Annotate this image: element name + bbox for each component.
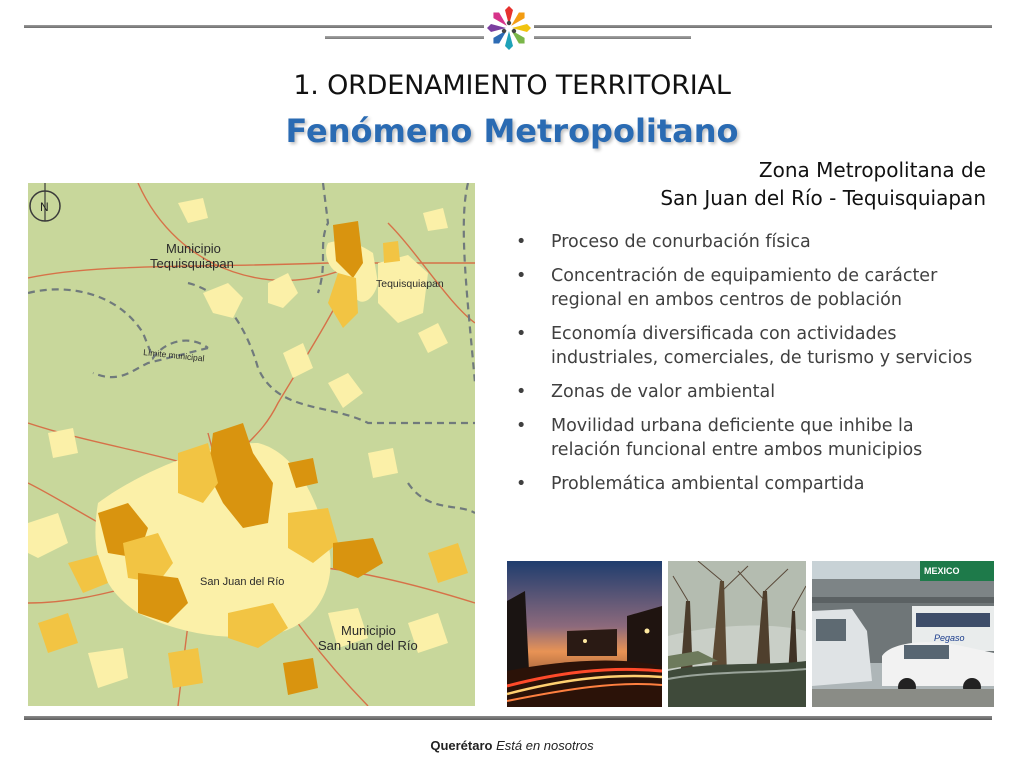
list-item: • Zonas de valor ambiental [516, 382, 776, 402]
map-subtitle [660, 156, 986, 212]
north-indicator: N [40, 200, 49, 214]
bottom-divider [24, 716, 992, 720]
bullet-icon: • [516, 324, 527, 344]
label-municipio-tequisquiapan: Municipio [166, 241, 221, 256]
bullet-icon: • [516, 416, 527, 436]
bullet-icon: • [516, 232, 527, 252]
queretaro-logo [484, 4, 534, 52]
footer-slogan [0, 738, 1024, 753]
characteristics-list [516, 230, 986, 506]
photo-traffic-bridge [812, 561, 994, 707]
section-title: 1. ORDENAMIENTO TERRITORIAL [293, 70, 731, 101]
photo-river-trees [668, 561, 806, 707]
page-title: Fenómeno Metropolitano [285, 112, 739, 150]
list-item: • Movilidad urbana deficiente que inhibe la relación funcional entre ambos municipios [516, 416, 923, 460]
list-item: • Proceso de conurbación física [516, 232, 811, 252]
subtitle-line-1: Zona Metropolitana de [758, 158, 986, 182]
label-town-tequisquiapan: Tequisquiapan [376, 278, 444, 290]
bullet-icon: • [516, 382, 527, 402]
bus-logo-text: Pegaso [934, 633, 965, 643]
label-town-san-juan: San Juan del Río [200, 576, 285, 588]
footer-tagline: Está en nosotros [496, 738, 594, 753]
footer-brand: Querétaro [430, 738, 493, 753]
highway-sign-text: MEXICO [924, 566, 960, 576]
subtitle-line-2: San Juan del Río - Tequisquiapan [660, 186, 986, 210]
list-item: • Concentración de equipamiento de carácter regional en ambos centros de población [516, 266, 938, 310]
photo-night-street [507, 561, 662, 707]
label-municipio-sjr: Municipio [341, 623, 396, 638]
label-sjr-municipio-name: San Juan del Río [318, 638, 418, 653]
list-item: • Economía diversificada con actividades industriales, comerciales, de turismo y servicios [516, 324, 973, 368]
list-item: • Problemática ambiental compartida [516, 474, 865, 494]
label-limite-municipal: Límite municipal [142, 347, 205, 364]
metropolitan-map [28, 183, 475, 706]
label-tequisquiapan-municipio-name: Tequisquiapan [150, 256, 234, 271]
bullet-icon: • [516, 474, 527, 494]
bullet-icon: • [516, 266, 527, 286]
